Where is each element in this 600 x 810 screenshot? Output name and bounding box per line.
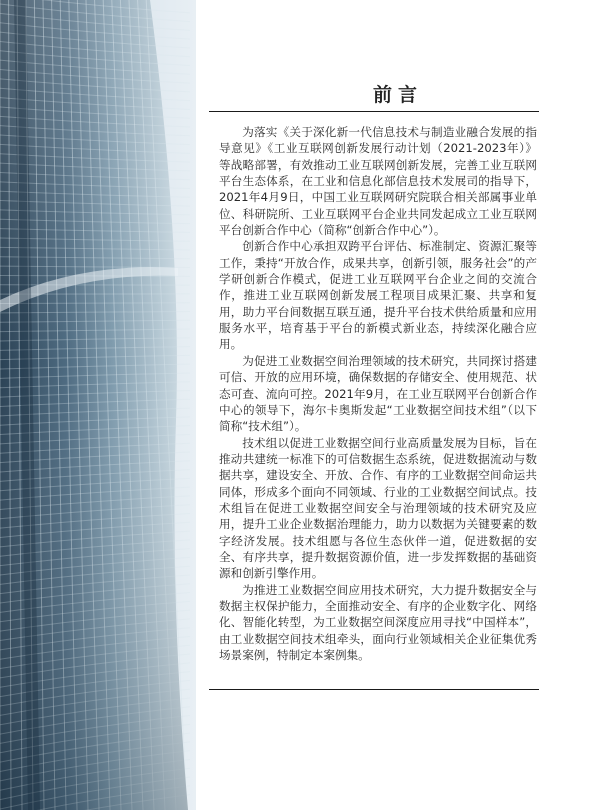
page-title: 前言 — [372, 84, 423, 106]
preface-content — [196, 0, 600, 810]
preface-body — [219, 124, 537, 663]
preface-paragraph-1: 为落实《关于深化新一代信息技术与制造业融合发展的指导意见》《工业互联网创新发展行动计划（2021-2023年）》等战略部署，有效推动工业互联网创新发展，完善工业互联网平台生态体系，在工业和信息化部信息技术发展司的指导下，2021年4月9日，中国工业互联网研究院联合相关部属事业单位、科研院所、工业互联网平台企业共同发起成立工业互联网平台创新合作中心（简称“创新合作中心”）。 — [219, 125, 537, 238]
bottom-divider — [209, 689, 539, 690]
preface-paragraph-2: 创新合作中心承担双跨平台评估、标准制定、资源汇聚等工作，秉持“开放合作，成果共享，创新引领，服务社会”的产学研创新合作模式，促进工业互联网平台企业之间的交流合作，推进工业互联网创新发展工程项目成果汇聚、共享和复用，助力平台间数据互联互通，提升平台技术供给质量和应用服务水平，培育基于平台的新模式新业态，持续深化融合应用。 — [219, 239, 537, 352]
preface-paragraph-4: 技术组以促进工业数据空间行业高质量发展为目标，旨在推动共建统一标准下的可信数据生态系统，促进数据流动与数据共享，建设安全、开放、合作、有序的工业数据空间命运共同体，形成多个面向不同领域、行业的工业数据空间试点。技术组旨在促进工业数据空间安全与治理领域的技术研究及应用，提升工业企业数据治理能力，助力以数据为关键要素的数字经济发展。技术组愿与各位生态伙伴一道，促进数据的安全、有序共享，提升数据资源价值，进一步发挥数据的基础资源和创新引擎作用。 — [219, 435, 537, 581]
preface-paragraph-3: 为促进工业数据空间治理领域的技术研究，共同探讨搭建可信、开放的应用环境，确保数据的存储安全、使用规范、状态可查、流向可控。2021年9月，在工业互联网平台创新合作中心的领导下，海尔卡奥斯发起“工业数据空间技术组”（以下简称“技术组”）。 — [219, 353, 537, 434]
title-divider — [209, 111, 539, 112]
preface-paragraph-5: 为推进工业数据空间应用技术研究，大力提升数据安全与数据主权保护能力，全面推动安全、有序的企业数字化、网络化、智能化转型，为工业数据空间深度应用寻找“中国样本”，由工业数据空间技术组牵头，面向行业领域相关企业征集优秀场景案例，特制定本案例集。 — [219, 582, 537, 662]
building-photo — [0, 0, 196, 810]
